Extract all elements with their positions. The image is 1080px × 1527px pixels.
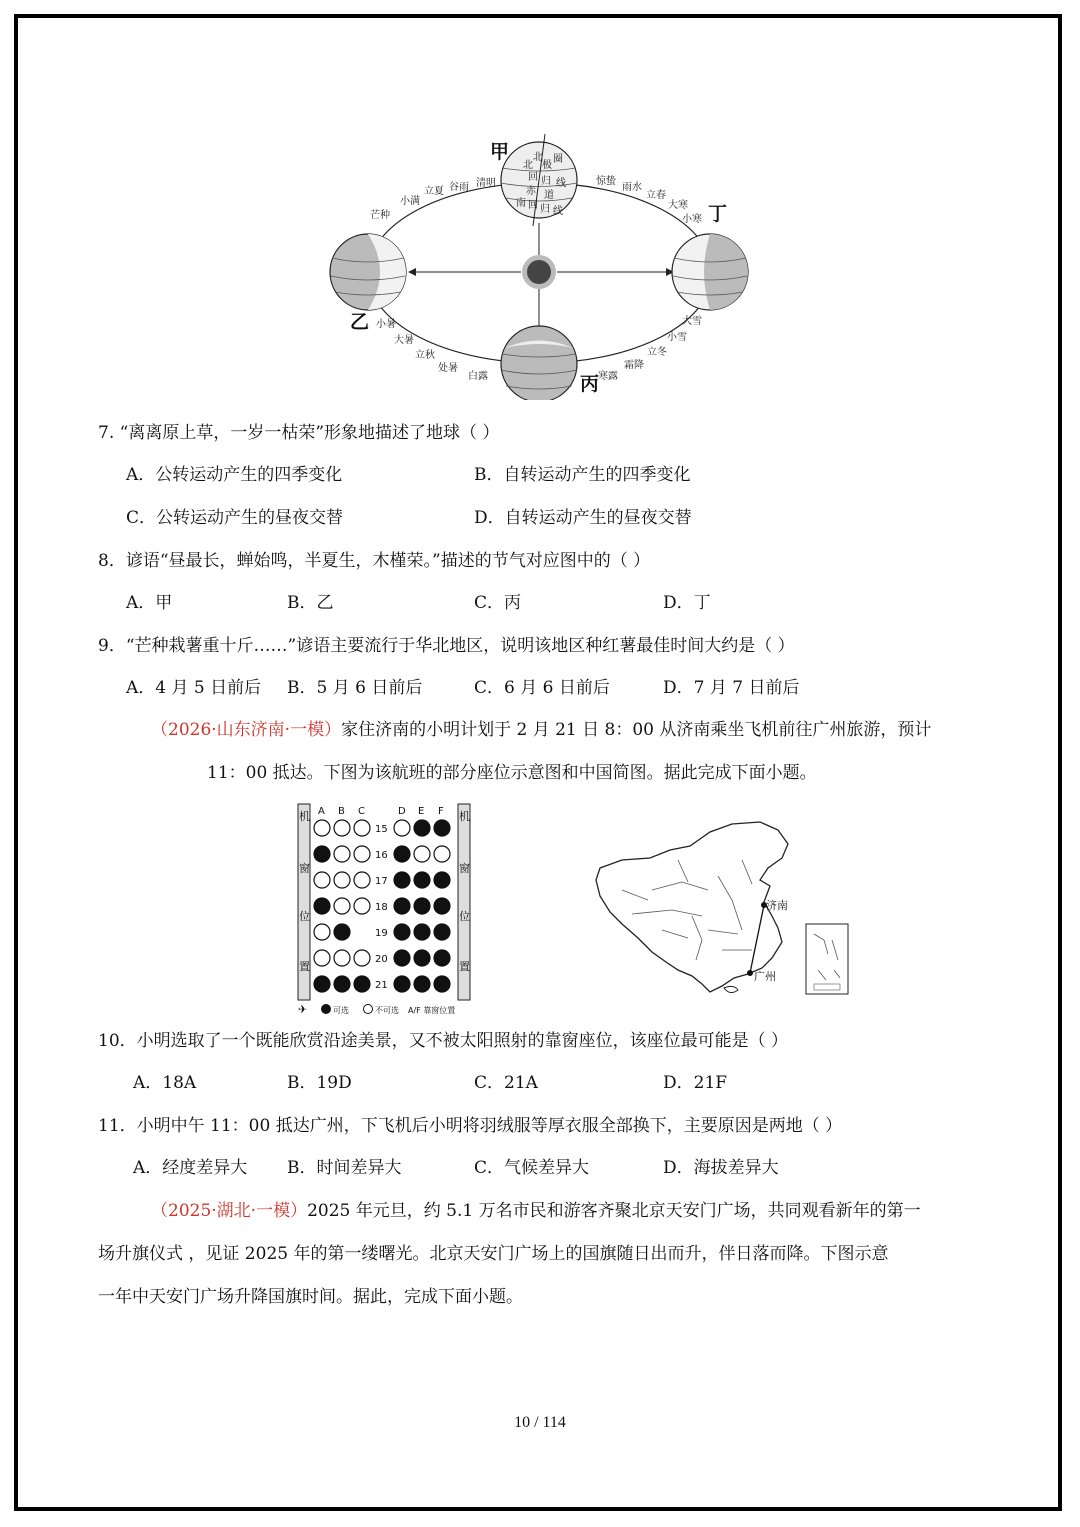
intro1-text1: 家住济南的小明计划于 2 月 21 日 8：00 从济南乘坐飞机前往广州旅游，预计 (341, 720, 932, 740)
svg-text:处暑: 处暑 (438, 363, 458, 374)
seat-17F (434, 872, 450, 888)
seat-21C (354, 976, 370, 992)
seat-column-label: E (418, 806, 425, 817)
q7-option-a: A．公转运动产生的四季变化 (126, 465, 343, 485)
svg-text:立秋: 立秋 (415, 350, 435, 361)
seat-column-label: C (358, 806, 365, 817)
q8-option-a: A．甲 (126, 593, 173, 613)
seat-19E (414, 924, 430, 940)
legend-unavailable-marker (364, 1005, 373, 1014)
q10-stem: 10．小明选取了一个既能欣赏沿途美景，又不被太阳照射的靠窗座位，该座位最可能是（ ） (98, 1031, 789, 1051)
seat-20B (334, 950, 350, 966)
svg-text:大寒: 大寒 (668, 200, 688, 211)
page-number: 10 / 114 (514, 1414, 566, 1431)
label-yi: 乙 (350, 311, 370, 333)
svg-text:赤: 赤 (526, 186, 536, 197)
label-bing: 丙 (580, 373, 600, 395)
intro1-line2: 11：00 抵达。下图为该航班的部分座位示意图和中国简图。据此完成下面小题。 (207, 763, 817, 783)
left-side-label: 位 (299, 910, 310, 923)
seat-16E (414, 846, 430, 862)
intro1-line1 (151, 718, 931, 742)
intro1-source: （2026·山东济南·一模） (151, 720, 342, 740)
svg-text:归: 归 (541, 176, 551, 187)
seat-column-label: A (318, 806, 325, 817)
seat-column-label: D (398, 806, 406, 817)
seat-18A (314, 898, 330, 914)
seat-21D (394, 976, 410, 992)
seat-16F (434, 846, 450, 862)
seat-16B (334, 846, 350, 862)
svg-text:惊蛰: 惊蛰 (596, 176, 616, 187)
globe-bing (501, 326, 577, 400)
seat-18F (434, 898, 450, 914)
seat-19F (434, 924, 450, 940)
q7-option-b: B．自转运动产生的四季变化 (474, 465, 691, 485)
seat-18C (354, 898, 370, 914)
q8-option-d: D．丁 (663, 593, 711, 613)
seat-15B (334, 820, 350, 836)
svg-text:立春: 立春 (646, 190, 666, 201)
seat-row-label: 15 (375, 824, 388, 835)
sun-icon (522, 255, 556, 289)
seat-map-figure (296, 802, 474, 1016)
q10-option-b: B．19D (287, 1073, 352, 1093)
seat-column-label: B (338, 806, 345, 817)
seat-row-label: 21 (375, 980, 388, 991)
legend-available-label: 可选 (333, 1006, 349, 1015)
q7-option-c: C．公转运动产生的昼夜交替 (126, 508, 344, 528)
globe-yi (330, 234, 406, 310)
seat-row-label: 19 (375, 928, 388, 939)
seat-16C (354, 846, 370, 862)
svg-text:小雪: 小雪 (667, 332, 687, 343)
q9-option-b: B．5 月 6 日前后 (287, 678, 423, 698)
seat-15D (394, 820, 410, 836)
svg-text:白露: 白露 (468, 371, 488, 382)
intro2-line1 (151, 1199, 921, 1223)
svg-text:圈: 圈 (553, 154, 563, 165)
svg-text:回: 回 (528, 200, 538, 211)
svg-text:回: 回 (528, 172, 538, 183)
seat-row-label: 20 (375, 954, 388, 965)
svg-text:小暑: 小暑 (376, 319, 396, 330)
seat-18D (394, 898, 410, 914)
seat-15E (414, 820, 430, 836)
seat-19B (334, 924, 350, 940)
q10-option-d: D．21F (663, 1073, 728, 1093)
q8-option-b: B．乙 (287, 593, 334, 613)
seat-column-label: F (438, 806, 444, 817)
svg-text:小满: 小满 (400, 196, 420, 207)
svg-text:道: 道 (544, 190, 554, 201)
seat-21B (334, 976, 350, 992)
seat-21F (434, 976, 450, 992)
svg-text:线: 线 (553, 206, 563, 217)
seat-20D (394, 950, 410, 966)
svg-text:线: 线 (556, 178, 566, 189)
left-side-label: 机 (299, 810, 310, 823)
map-label-jinan: 济南 (766, 899, 788, 912)
q7-stem: 7. “离离原上草，一岁一枯荣”形象地描述了地球（ ） (98, 423, 500, 443)
left-side-label: 置 (299, 960, 310, 973)
seat-row-label: 18 (375, 902, 388, 913)
legend-available-marker (322, 1005, 331, 1014)
seat-15C (354, 820, 370, 836)
seat-16A (314, 846, 330, 862)
svg-text:寒露: 寒露 (598, 371, 618, 382)
legend-window-note: A/F 靠窗位置 (408, 1006, 456, 1015)
intro2-line2: 场升旗仪式 ，见证 2025 年的第一缕曙光。北京天安门广场上的国旗随日出而升，伴日落而降。下图示意 (98, 1244, 889, 1264)
seat-21E (414, 976, 430, 992)
right-side-label: 置 (459, 960, 470, 973)
seat-21A (314, 976, 330, 992)
svg-text:立夏: 立夏 (424, 186, 444, 197)
svg-text:谷雨: 谷雨 (449, 182, 469, 193)
q11-stem: 11．小明中午 11：00 抵达广州，下飞机后小明将羽绒服等厚衣服全部换下，主要原因是两地（ ） (98, 1116, 843, 1136)
q8-stem: 8．谚语“昼最长，蝉始鸣，半夏生，木槿荣。”描述的节气对应图中的（ ） (98, 551, 651, 571)
seat-16D (394, 846, 410, 862)
q11-option-a: A．经度差异大 (133, 1158, 248, 1178)
svg-text:雨水: 雨水 (622, 182, 642, 193)
intro2-text1: 2025 年元旦，约 5.1 万名市民和游客齐聚北京天安门广场，共同观看新年的第一 (307, 1201, 921, 1221)
q11-option-d: D．海拔差异大 (663, 1158, 779, 1178)
map-label-guangzhou: 广州 (754, 970, 776, 983)
earth-orbit-figure (320, 128, 760, 400)
seat-17E (414, 872, 430, 888)
q10-option-a: A．18A (133, 1073, 197, 1093)
svg-text:霜降: 霜降 (624, 360, 644, 371)
q10-option-c: C．21A (474, 1073, 538, 1093)
svg-text:归: 归 (540, 204, 550, 215)
label-jia: 甲 (490, 141, 510, 163)
q11-option-c: C．气候差异大 (474, 1158, 590, 1178)
seat-19A (314, 924, 330, 940)
seat-19D (394, 924, 410, 940)
right-side-label: 窗 (459, 862, 470, 875)
seat-17A (314, 872, 330, 888)
svg-text:极: 极 (542, 160, 552, 171)
seat-18E (414, 898, 430, 914)
svg-text:南: 南 (516, 198, 526, 209)
svg-text:小寒: 小寒 (682, 214, 702, 225)
q9-stem: 9．“芒种栽薯重十斤……”谚语主要流行于华北地区，说明该地区种红薯最佳时间大约是（ ） (98, 636, 795, 656)
left-side-label: 窗 (299, 862, 310, 875)
seat-15F (434, 820, 450, 836)
seat-17B (334, 872, 350, 888)
seat-20A (314, 950, 330, 966)
seat-row-label: 16 (375, 850, 388, 861)
svg-text:大暑: 大暑 (394, 335, 414, 346)
seat-15A (314, 820, 330, 836)
right-side-label: 位 (459, 910, 470, 923)
right-side-label: 机 (459, 810, 470, 823)
seat-17D (394, 872, 410, 888)
seat-row-label: 17 (375, 876, 388, 887)
seat-20E (414, 950, 430, 966)
seat-20C (354, 950, 370, 966)
svg-text:芒种: 芒种 (370, 210, 390, 221)
globe-ding (672, 234, 748, 310)
svg-text:大雪: 大雪 (682, 316, 702, 327)
svg-text:清明: 清明 (476, 178, 496, 189)
q7-option-d: D．自转运动产生的昼夜交替 (474, 508, 692, 528)
svg-text:北: 北 (523, 160, 533, 171)
q8-option-c: C．丙 (474, 593, 522, 613)
airplane-icon: ✈ (298, 1003, 308, 1016)
legend-unavailable-label: 不可选 (375, 1006, 399, 1015)
intro2-line3: 一年中天安门广场升降国旗时间。据此，完成下面小题。 (98, 1287, 523, 1307)
intro2-source: （2025·湖北·一模） (151, 1201, 308, 1221)
seat-17C (354, 872, 370, 888)
svg-text:立冬: 立冬 (647, 347, 667, 358)
q9-option-a: A．4 月 5 日前后 (126, 678, 262, 698)
q11-option-b: B．时间差异大 (287, 1158, 402, 1178)
seat-18B (334, 898, 350, 914)
svg-text:北: 北 (533, 152, 543, 163)
label-ding: 丁 (708, 203, 728, 225)
q9-option-c: C．6 月 6 日前后 (474, 678, 610, 698)
seat-20F (434, 950, 450, 966)
q9-option-d: D．7 月 7 日前后 (663, 678, 800, 698)
china-map-figure (592, 820, 852, 1000)
